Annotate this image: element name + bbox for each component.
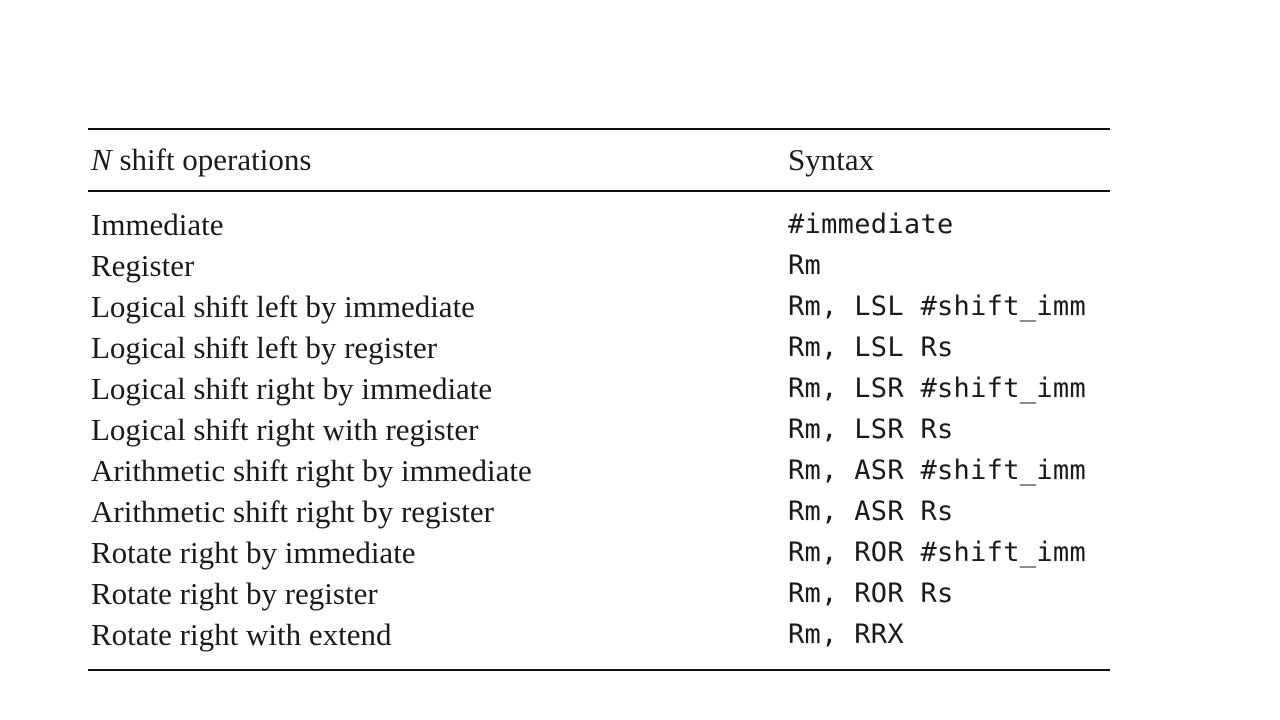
shift-operations-table [88,128,1110,671]
operation-cell: Arithmetic shift right by immediate [91,452,532,488]
syntax-cell: Rm [788,250,822,281]
table-body [88,192,1110,669]
table-row [88,368,1110,409]
operation-cell: Logical shift right by immediate [91,370,493,406]
header-operations-label: shift operations [111,142,312,177]
table-row [88,450,1110,491]
syntax-cell: #immediate [788,209,954,240]
syntax-cell: Rm, ROR #shift_imm [788,537,1086,568]
table-row [88,286,1110,327]
operation-cell: Rotate right with extend [91,616,392,652]
operation-cell: Rotate right by register [91,575,378,611]
table-row [88,532,1110,573]
operation-cell: Arithmetic shift right by register [91,493,494,529]
operation-cell: Rotate right by immediate [91,534,416,570]
table-row [88,327,1110,368]
syntax-cell: Rm, ROR Rs [788,578,954,609]
table-row [88,245,1110,286]
operation-cell: Immediate [91,206,224,242]
syntax-cell: Rm, RRX [788,619,904,650]
operation-cell: Register [91,247,195,283]
syntax-cell: Rm, LSR #shift_imm [788,373,1086,404]
operation-cell: Logical shift left by register [91,329,438,365]
operation-cell: Logical shift right with register [91,411,479,447]
table-row [88,573,1110,614]
header-operations-n: N [91,142,112,177]
table-row [88,409,1110,450]
table-header-row [88,130,1110,192]
syntax-cell: Rm, ASR Rs [788,496,954,527]
syntax-cell: Rm, LSR Rs [788,414,954,445]
table-row [88,204,1110,245]
header-syntax: Syntax [788,142,875,177]
table-row [88,614,1110,655]
syntax-cell: Rm, LSL #shift_imm [788,291,1086,322]
operation-cell: Logical shift left by immediate [91,288,475,324]
header-operations [88,142,788,178]
syntax-cell: Rm, ASR #shift_imm [788,455,1086,486]
table-row [88,491,1110,532]
syntax-cell: Rm, LSL Rs [788,332,954,363]
